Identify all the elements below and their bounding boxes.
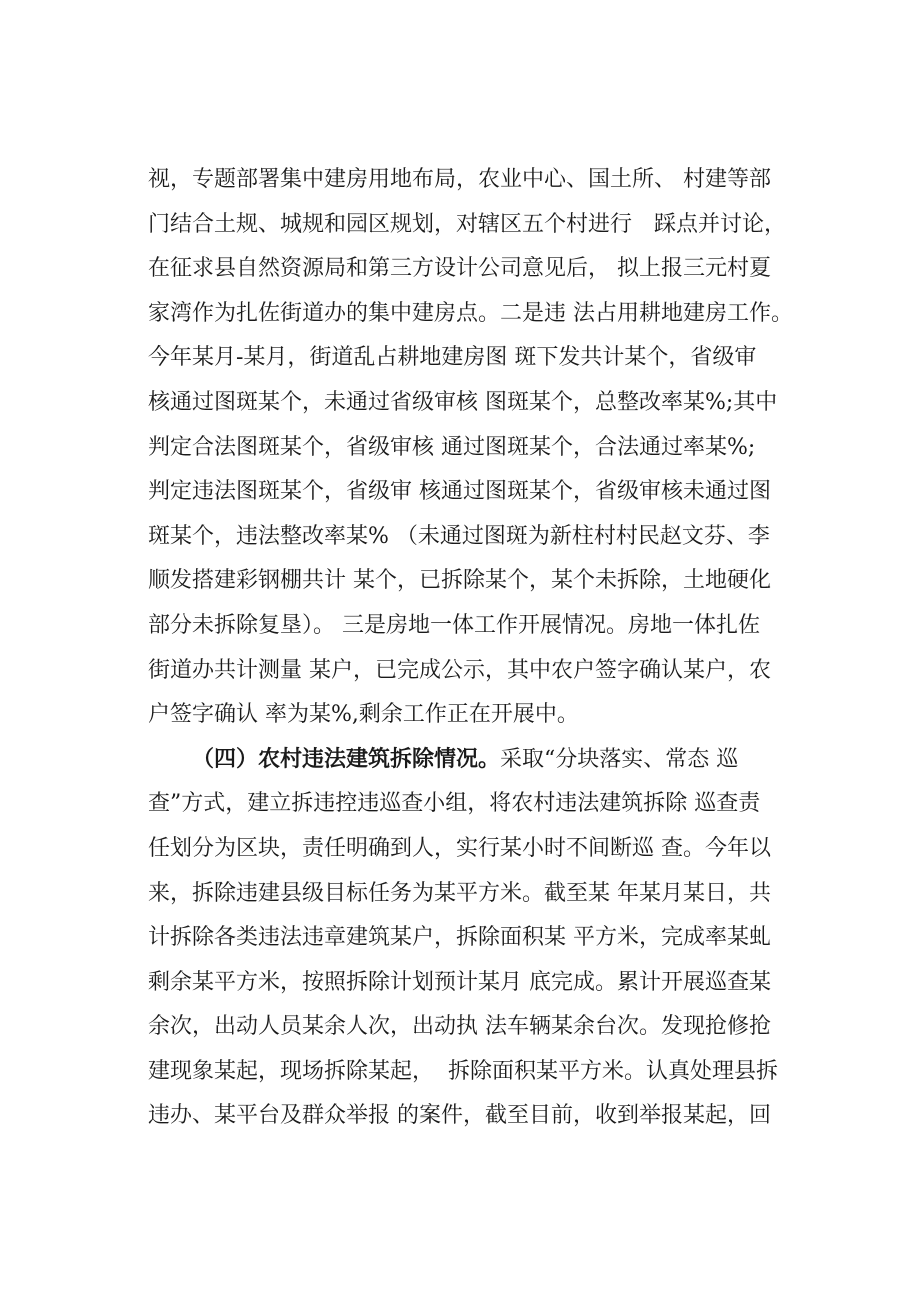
text-line: 今年某月-某月，街道乱占耕地建房图 斑下发共计某个，省级审 bbox=[148, 345, 757, 371]
text-line: 斑某个，违法整改率某% （未通过图斑为新柱村村民赵文芬、李 bbox=[148, 523, 770, 549]
text-line: 余次，出动人员某余人次，出动执 法车辆某余台次。发现抢修抢 bbox=[148, 1014, 771, 1040]
text-line: 部分未拆除复垦）。 三是房地一体工作开展情况。房地一体扎佐 bbox=[148, 612, 760, 638]
section-heading-line bbox=[148, 738, 828, 783]
text-line: 门结合土规、城规和园区规划，对辖区五个村进行 踩点并讨论， bbox=[148, 211, 787, 237]
text-line: 视，专题部署集中建房用地布局，农业中心、国土所、 村建等部 bbox=[148, 167, 771, 192]
text-line: 查”方式，建立拆违控违巡查小组，将农村违法建筑拆除 巡查责 bbox=[148, 791, 761, 817]
text-line: 在征求县自然资源局和第三方设计公司意见后， 拟上报三元村夏 bbox=[148, 256, 771, 282]
text-line: 顺发搭建彩钢棚共计 某个，已拆除某个，某个未拆除，土地硬化 bbox=[148, 568, 771, 594]
text-line: 户签字确认 率为某%,剩余工作正在开展中。 bbox=[148, 702, 579, 728]
text-line: 建现象某起，现场拆除某起， 拆除面积某平方米。认真处理县拆 bbox=[148, 1058, 778, 1084]
text-line: 计拆除各类违法违章建筑某户，拆除面积某 平方米，完成率某虬 bbox=[148, 925, 771, 951]
text-line: 核通过图斑某个，未通过省级审核 图斑某个，总整改率某%;其中 bbox=[148, 389, 778, 415]
text-line: 剩余某平方米，按照拆除计划预计某月 底完成。累计开展巡查某 bbox=[148, 969, 771, 995]
text-line: 判定违法图斑某个，省级审 核通过图斑某个，省级审核未通过图 bbox=[148, 479, 771, 505]
text-line: 街道办共计测量 某户，已完成公示，其中农户签字确认某户，农 bbox=[148, 657, 771, 683]
section-heading: （四）农村违法建筑拆除情况。 bbox=[192, 746, 501, 772]
text-line: 家湾作为扎佐街道办的集中建房点。二是违 法占用耕地建房工作。 bbox=[148, 300, 793, 326]
text-line: 任划分为区块，责任明确到人，实行某小时不间断巡 查。今年以 bbox=[148, 835, 771, 861]
document-body bbox=[148, 158, 828, 1139]
text-line: 违办、某平台及群众举报 的案件，截至目前，收到举报某起，回 bbox=[148, 1103, 771, 1129]
text-line: 判定合法图斑某个，省级审核 通过图斑某个，合法通过率某%; bbox=[148, 434, 756, 460]
section-heading-rest: 采取“分块落实、常态 巡 bbox=[500, 746, 739, 772]
text-line: 来，拆除违建县级目标任务为某平方米。截至某 年某月某日，共 bbox=[148, 880, 771, 906]
